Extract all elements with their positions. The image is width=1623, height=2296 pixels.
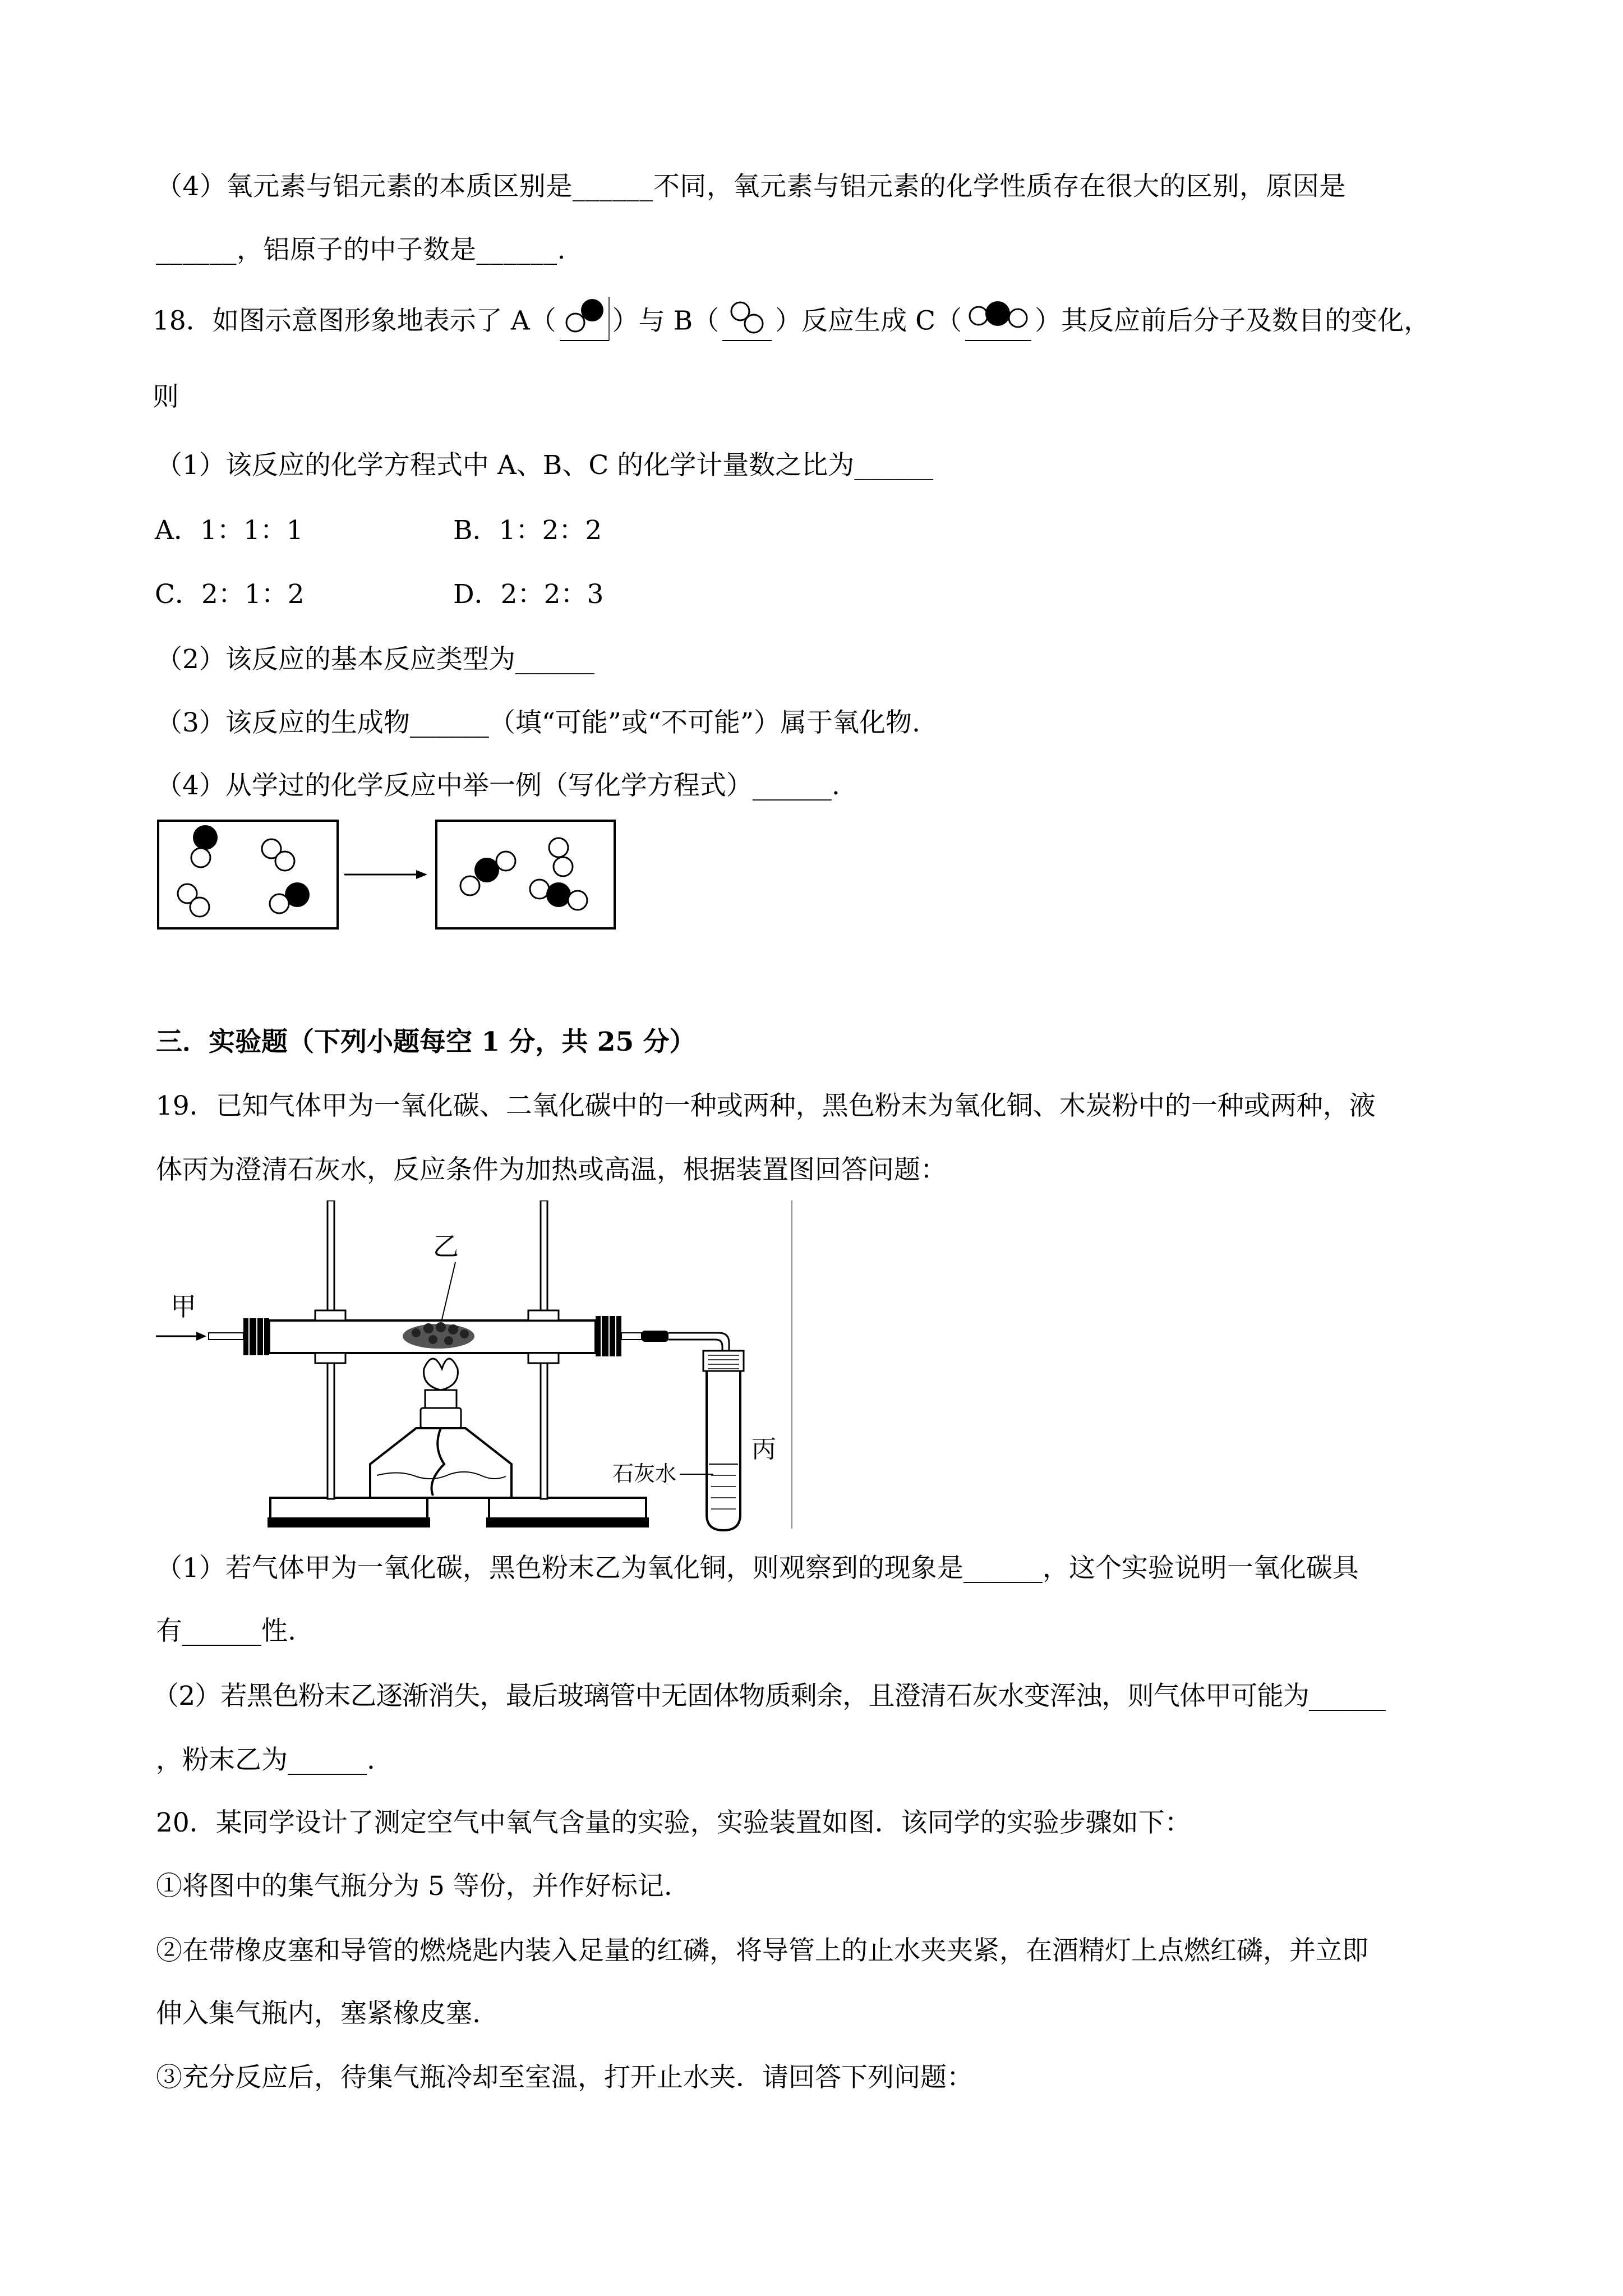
label-gas-jia: 甲 — [170, 1291, 196, 1322]
q19-part1-line2: 有______性. — [156, 1616, 296, 1646]
reactants-box — [158, 821, 338, 928]
q20-step3: ③充分反应后，待集气瓶冷却至室温，打开止水夹．请回答下列问题： — [156, 2062, 973, 2093]
reaction-diagram — [153, 816, 618, 934]
q19-part1-line1: （1）若气体甲为一氧化碳，黑色粉末乙为氧化铜，则观察到的现象是______，这个实验说明一氧化碳具 — [156, 1553, 1359, 1584]
q18-stem-part4: ）其反应前后分子及数目的变化， — [1035, 305, 1431, 337]
q18-part2: （2）该反应的基本反应类型为______ — [156, 644, 594, 675]
q18-option-d: D．2：2：3 — [453, 579, 604, 610]
apparatus-diagram — [153, 1200, 797, 1537]
q17-part4-line2: ______，铝原子的中子数是______. — [156, 234, 566, 265]
lamp-wick-holder — [425, 1390, 457, 1408]
alcohol-lamp — [370, 1428, 511, 1498]
q18-option-c: C．2：1：2 — [155, 579, 305, 610]
molecule-c-icon — [962, 293, 1035, 352]
label-limewater: 石灰水 — [612, 1461, 677, 1486]
q20-step2-line1: ②在带橡皮塞和导管的燃烧匙内装入足量的红磷，将导管上的止水夹夹紧，在酒精灯上点燃红磷，并立即 — [156, 1935, 1368, 1966]
q19-stem-line1: 19．已知气体甲为一氧化碳、二氧化碳中的一种或两种，黑色粉末为氧化铜、木炭粉中的一种或两种，液 — [156, 1091, 1376, 1121]
q18-part1: （1）该反应的化学方程式中 A、B、C 的化学计量数之比为______ — [156, 450, 934, 481]
q20-step2-line2: 伸入集气瓶内，塞紧橡皮塞. — [156, 1998, 481, 2029]
q19-part2-line1: （2）若黑色粉末乙逐渐消失，最后玻璃管中无固体物质剩余，且澄清石灰水变浑浊，则气体甲可能为______ — [153, 1681, 1386, 1711]
label-powder-yi: 乙 — [433, 1231, 459, 1262]
q18-stem-line1 — [153, 293, 1430, 352]
q18-part4: （4）从学过的化学反应中举一例（写化学方程式）______. — [156, 770, 840, 801]
q18-option-b: B．1：2：2 — [453, 515, 602, 546]
test-tube — [707, 1351, 740, 1530]
arrow-head — [416, 870, 427, 879]
q19-stem-line2: 体丙为澄清石灰水，反应条件为加热或高温，根据装置图回答问题： — [156, 1154, 947, 1185]
lamp-neck — [421, 1408, 461, 1428]
q18-stem-line2: 则 — [153, 381, 179, 412]
stand-base-left-bottom — [268, 1517, 430, 1527]
label-liquid-bing: 丙 — [751, 1435, 776, 1464]
section3-heading: 三．实验题（下列小题每空 1 分，共 25 分） — [156, 1027, 696, 1057]
q18-option-a: A．1：1：1 — [155, 515, 303, 546]
q18-stem-part3: ）反应生成 C（ — [775, 305, 962, 337]
products-box — [436, 821, 615, 928]
molecule-a-icon — [556, 293, 612, 352]
q19-part2-line2: ，粉末乙为______. — [156, 1745, 375, 1775]
stand-base-right — [489, 1498, 646, 1520]
q18-part3: （3）该反应的生成物______（填“可能”或“不可能”）属于氧化物. — [156, 707, 920, 738]
stand-base-left — [270, 1498, 427, 1520]
rubber-connector — [642, 1331, 668, 1342]
q20-step1: ①将图中的集气瓶分为 5 等份，并作好标记. — [156, 1871, 672, 1902]
molecule-b-icon — [719, 293, 775, 352]
q20-stem: 20．某同学设计了测定空气中氧气含量的实验，实验装置如图．该同学的实验步骤如下： — [156, 1807, 1191, 1838]
q18-stem-part1: 18．如图示意图形象地表示了 A（ — [153, 305, 556, 337]
q18-stem-part2: ）与 B（ — [612, 305, 720, 337]
flame — [424, 1359, 458, 1390]
q17-part4-line1: （4）氧元素与铝元素的本质区别是______不同，氧元素与铝元素的化学性质存在很大的区别，原因是 — [156, 171, 1346, 202]
stand-base-right-bottom — [486, 1517, 649, 1527]
